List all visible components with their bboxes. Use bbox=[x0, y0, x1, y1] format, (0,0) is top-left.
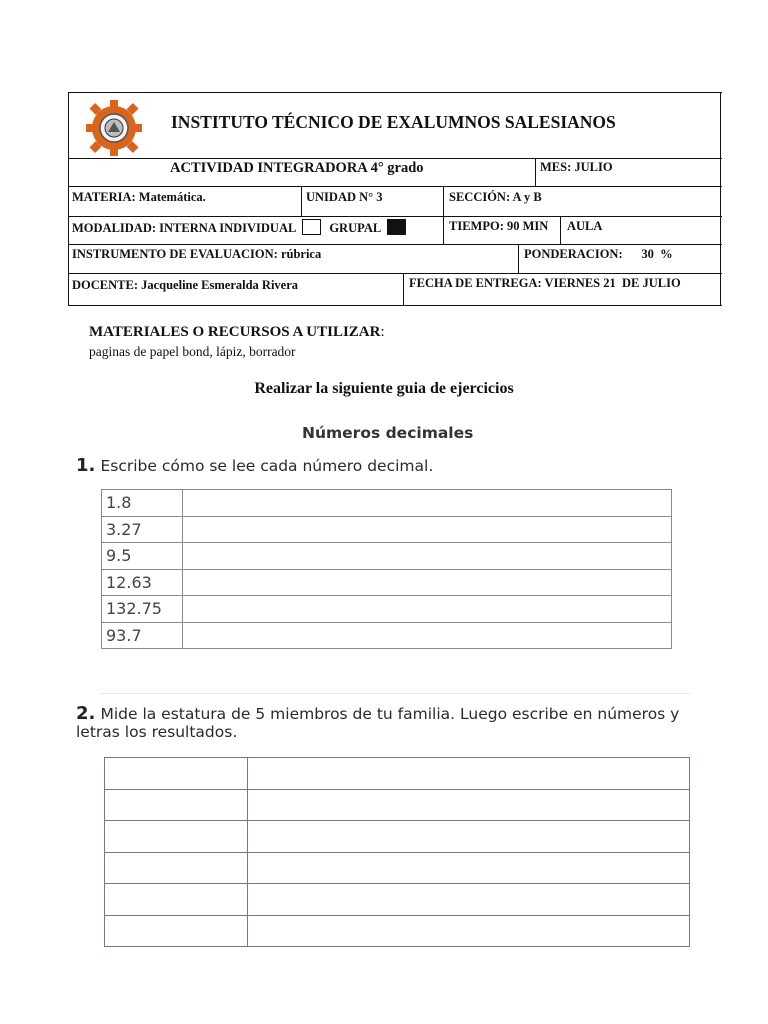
header-border-top bbox=[68, 92, 722, 93]
number-cell[interactable] bbox=[105, 884, 248, 916]
header-box bbox=[68, 92, 722, 306]
month-label: MES: JULIO bbox=[540, 160, 613, 174]
answer-cell[interactable] bbox=[183, 622, 672, 649]
answer-cell[interactable] bbox=[183, 543, 672, 570]
number-cell[interactable] bbox=[105, 852, 248, 884]
words-cell[interactable] bbox=[248, 852, 690, 884]
words-cell[interactable] bbox=[248, 758, 690, 790]
answer-cell[interactable] bbox=[183, 569, 672, 596]
col-divider bbox=[443, 186, 444, 244]
topic-title: Números decimales bbox=[302, 424, 474, 442]
table-row bbox=[102, 622, 672, 649]
materials-list: paginas de papel bond, lápiz, borrador bbox=[89, 344, 296, 359]
row-divider bbox=[68, 244, 722, 245]
modality-row bbox=[72, 219, 414, 236]
weighting-label: PONDERACION: 30 % bbox=[524, 247, 673, 261]
table-row bbox=[105, 852, 690, 884]
subject-label: MATERIA: Matemática. bbox=[72, 190, 206, 204]
table-row bbox=[102, 569, 672, 596]
row-divider bbox=[68, 158, 722, 159]
question-2-text: Mide la estatura de 5 miembros de tu familia. Luego escribe en números y letras los resultados. bbox=[76, 705, 680, 741]
decimal-number-cell: 1.8 bbox=[102, 490, 183, 517]
decimal-number-cell: 12.63 bbox=[102, 569, 183, 596]
table-row bbox=[105, 821, 690, 853]
col-divider bbox=[301, 186, 302, 216]
words-cell[interactable] bbox=[248, 789, 690, 821]
answer-cell[interactable] bbox=[183, 596, 672, 623]
materials-title-text: MATERIALES O RECURSOS A UTILIZAR bbox=[89, 324, 381, 340]
answer-cell[interactable] bbox=[183, 490, 672, 517]
school-logo-icon bbox=[84, 98, 144, 158]
question-2 bbox=[76, 705, 716, 741]
row-divider bbox=[68, 216, 722, 217]
classroom-label: AULA bbox=[567, 219, 603, 233]
decimal-number-cell: 132.75 bbox=[102, 596, 183, 623]
header-border-bottom bbox=[68, 305, 722, 306]
institution-name: INSTITUTO TÉCNICO DE EXALUMNOS SALESIANOS bbox=[171, 112, 616, 132]
individual-checkbox[interactable] bbox=[302, 219, 321, 235]
col-divider bbox=[403, 273, 404, 306]
words-cell[interactable] bbox=[248, 821, 690, 853]
table-row bbox=[105, 884, 690, 916]
modality-individual-label: MODALIDAD: INTERNA INDIVIDUAL bbox=[72, 221, 297, 235]
number-cell[interactable] bbox=[105, 915, 248, 947]
col-divider bbox=[518, 244, 519, 273]
instrument-label: INSTRUMENTO DE EVALUACION: rúbrica bbox=[72, 247, 322, 261]
question-1-text: Escribe cómo se lee cada número decimal. bbox=[100, 457, 434, 475]
question-1-number: 1. bbox=[76, 455, 96, 476]
delivery-date-label: FECHA DE ENTREGA: VIERNES 21 DE JULIO bbox=[409, 276, 681, 290]
table-row bbox=[105, 789, 690, 821]
guide-title: Realizar la siguiente guia de ejercicios bbox=[254, 380, 514, 397]
group-checkbox[interactable] bbox=[387, 219, 406, 235]
family-height-table bbox=[104, 757, 690, 947]
table-row bbox=[102, 596, 672, 623]
col-divider bbox=[535, 158, 536, 186]
decimal-number-cell: 9.5 bbox=[102, 543, 183, 570]
number-cell[interactable] bbox=[105, 821, 248, 853]
number-cell[interactable] bbox=[105, 758, 248, 790]
row-divider bbox=[68, 273, 722, 274]
words-cell[interactable] bbox=[248, 884, 690, 916]
table-row bbox=[102, 543, 672, 570]
decimal-number-cell: 93.7 bbox=[102, 622, 183, 649]
time-label: TIEMPO: 90 MIN bbox=[449, 219, 549, 233]
materials-title bbox=[89, 324, 385, 341]
number-cell[interactable] bbox=[105, 789, 248, 821]
activity-label: ACTIVIDAD INTEGRADORA 4° grado bbox=[170, 160, 424, 176]
decimal-number-cell: 3.27 bbox=[102, 516, 183, 543]
col-divider bbox=[560, 216, 561, 244]
answer-cell[interactable] bbox=[183, 516, 672, 543]
row-divider bbox=[68, 186, 722, 187]
table-row bbox=[102, 516, 672, 543]
modality-group-label: GRUPAL bbox=[329, 221, 382, 235]
section-label: SECCIÓN: A y B bbox=[449, 190, 542, 204]
unit-label: UNIDAD N° 3 bbox=[306, 190, 383, 204]
materials-colon: : bbox=[380, 324, 385, 340]
table-row bbox=[102, 490, 672, 517]
words-cell[interactable] bbox=[248, 915, 690, 947]
decimal-reading-table bbox=[101, 489, 672, 649]
section-divider bbox=[100, 693, 690, 694]
teacher-label: DOCENTE: Jacqueline Esmeralda Rivera bbox=[72, 278, 299, 292]
table-row bbox=[105, 915, 690, 947]
table-row bbox=[105, 758, 690, 790]
question-2-number: 2. bbox=[76, 703, 96, 724]
question-1 bbox=[76, 455, 433, 476]
